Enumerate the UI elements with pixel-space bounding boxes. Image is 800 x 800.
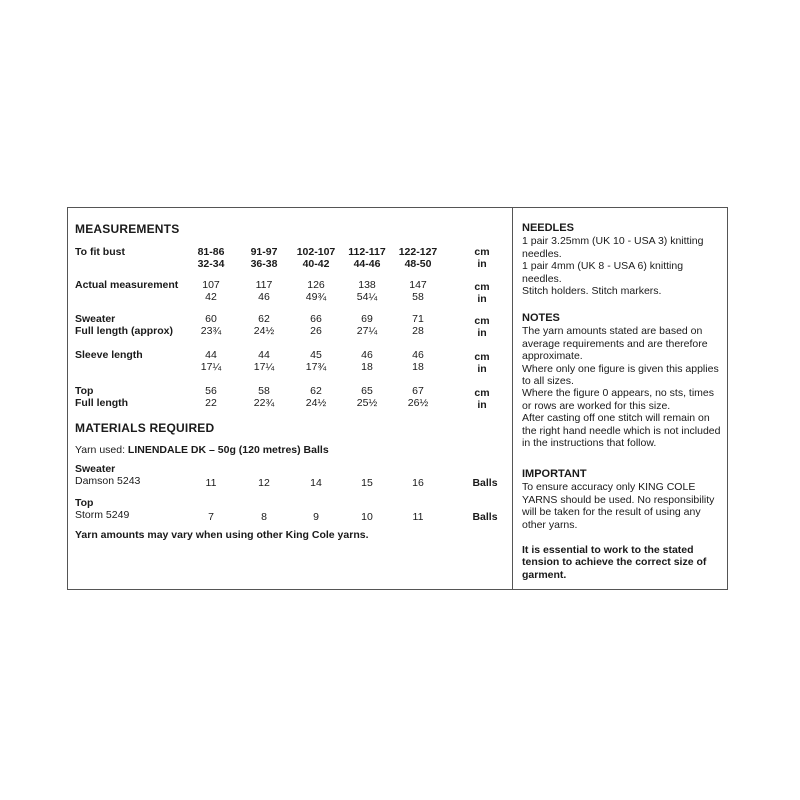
measurement-value-cm: 91-97 [250,246,278,258]
unit-cm: cm [474,281,490,293]
measurement-value-in: 46 [258,291,270,303]
unit-in: in [477,293,487,305]
measurement-row-label: Sweater [75,313,116,325]
measurement-value-cm: 107 [202,279,220,291]
materials-title: MATERIALS REQUIRED [75,421,215,435]
measurement-value-cm: 67 [412,385,424,397]
measurement-row-label: Full length [75,397,129,409]
column-divider [512,208,513,589]
measurement-value-in: 42 [205,291,217,303]
measurement-value-in: 49¾ [305,291,327,303]
measurement-value-cm: 62 [310,385,322,397]
unit-in: in [477,258,487,270]
yarn-used [75,444,329,457]
measurement-value-cm: 122-127 [398,246,438,258]
measurement-value-in: 17¾ [305,361,327,373]
measurement-value-cm: 117 [255,279,273,291]
needles-line: 1 pair 4mm (UK 8 - USA 6) knitting needles. [522,260,684,285]
measurement-value-in: 24½ [305,397,327,409]
unit-cm: cm [474,351,490,363]
measurement-row-label: To fit bust [75,246,125,258]
notes-line: Where the figure 0 appears, no sts, times or rows are worked for this size. [522,387,715,412]
measurement-value-cm: 66 [310,313,322,325]
measurement-value-in: 26½ [407,397,429,409]
measurement-value-in: 25½ [356,397,378,409]
measurement-value-cm: 46 [361,349,373,361]
materials-ball-count: 15 [361,477,373,489]
materials-garment: Top [75,497,94,509]
measurement-value-cm: 112-117 [348,246,386,258]
notes-line: Where only one figure is given this applies to all sizes. [522,362,719,388]
important-text: To ensure accuracy only KING COLE YARNS should be used. No responsibility will be taken for the result of using any other yarns. [522,481,715,531]
measurement-value-in: 54¼ [356,291,378,303]
yarn-used-value: LINENDALE DK – 50g (120 metres) Balls [127,444,329,456]
measurement-value-in: 17¼ [200,361,222,373]
notes-section [522,312,722,449]
measurement-value-in: 48-50 [404,258,432,270]
measurement-value-cm: 65 [361,385,373,397]
measurement-value-in: 24½ [253,325,275,337]
measurement-value-cm: 102-107 [296,246,336,258]
materials-ball-count: 14 [310,477,322,489]
materials-ball-count: 9 [313,511,319,523]
materials-ball-count: 7 [208,511,214,523]
measurement-value-cm: 44 [205,349,217,361]
unit-in: in [477,327,487,339]
measurement-value-in: 40-42 [302,258,330,270]
materials-unit: Balls [472,477,498,489]
materials-ball-count: 11 [205,477,217,489]
important-section [522,468,722,531]
materials-colour: Storm 5249 [75,509,130,521]
unit-cm: cm [474,246,490,258]
notes-line: The yarn amounts stated are based on average requirements and are therefore approximate. [522,325,708,363]
unit-cm: cm [474,315,490,327]
measurement-value-in: 22¾ [253,397,275,409]
needles-line: 1 pair 3.25mm (UK 10 - USA 3) knitting needles. [522,235,704,260]
measurement-value-cm: 44 [258,349,270,361]
measurement-row-label: Full length (approx) [75,325,173,337]
measurement-value-in: 58 [412,291,424,303]
measurement-value-in: 26 [310,325,322,337]
needles-line: Stitch holders. Stitch markers. [522,285,662,298]
measurement-value-in: 18 [412,361,424,373]
measurement-value-in: 32-34 [197,258,225,270]
measurement-value-in: 17¼ [253,361,275,373]
unit-cm: cm [474,387,490,399]
measurement-value-cm: 62 [258,313,270,325]
materials-garment: Sweater [75,463,116,475]
unit-in: in [477,363,487,375]
measurement-value-cm: 45 [310,349,322,361]
measurement-row-label: Actual measurement [75,279,179,291]
measurement-value-cm: 138 [358,279,376,291]
measurement-value-in: 27¼ [356,325,378,337]
measurement-value-cm: 69 [361,313,373,325]
measurement-row-label: Sleeve length [75,349,143,361]
needles-title: NEEDLES [522,222,574,234]
measurement-row-label: Top [75,385,94,397]
yarn-used-prefix: Yarn used: [75,444,128,456]
materials-ball-count: 12 [258,477,270,489]
measurement-value-in: 18 [361,361,373,373]
measurement-value-cm: 147 [409,279,427,291]
materials-ball-count: 11 [412,511,424,523]
materials-note: Yarn amounts may vary when using other King Cole yarns. [75,529,369,541]
measurement-value-cm: 60 [205,313,217,325]
unit-in: in [477,399,487,411]
important-title: IMPORTANT [522,468,587,480]
measurement-value-cm: 56 [205,385,217,397]
measurement-value-cm: 71 [412,313,424,325]
measurement-value-cm: 126 [307,279,325,291]
materials-ball-count: 16 [412,477,424,489]
measurements-title: MEASUREMENTS [75,222,180,236]
measurement-value-in: 22 [205,397,217,409]
measurement-value-cm: 81-86 [197,246,225,258]
measurement-value-in: 23¾ [200,325,222,337]
notes-line: After casting off one stitch will remain on the right hand needle which is not included in the instructions that follow. [522,412,721,450]
measurement-value-cm: 46 [412,349,424,361]
materials-ball-count: 10 [361,511,373,523]
notes-title: NOTES [522,312,560,324]
materials-unit: Balls [472,511,498,523]
tension-note: It is essential to work to the stated tension to achieve the correct size of garment. [522,544,707,581]
needles-section [522,222,722,297]
materials-ball-count: 8 [261,511,267,523]
measurement-value-in: 28 [412,325,424,337]
measurement-value-in: 36-38 [250,258,278,270]
materials-colour: Damson 5243 [75,475,141,487]
measurement-value-in: 44-46 [353,258,381,270]
measurement-value-cm: 58 [258,385,270,397]
